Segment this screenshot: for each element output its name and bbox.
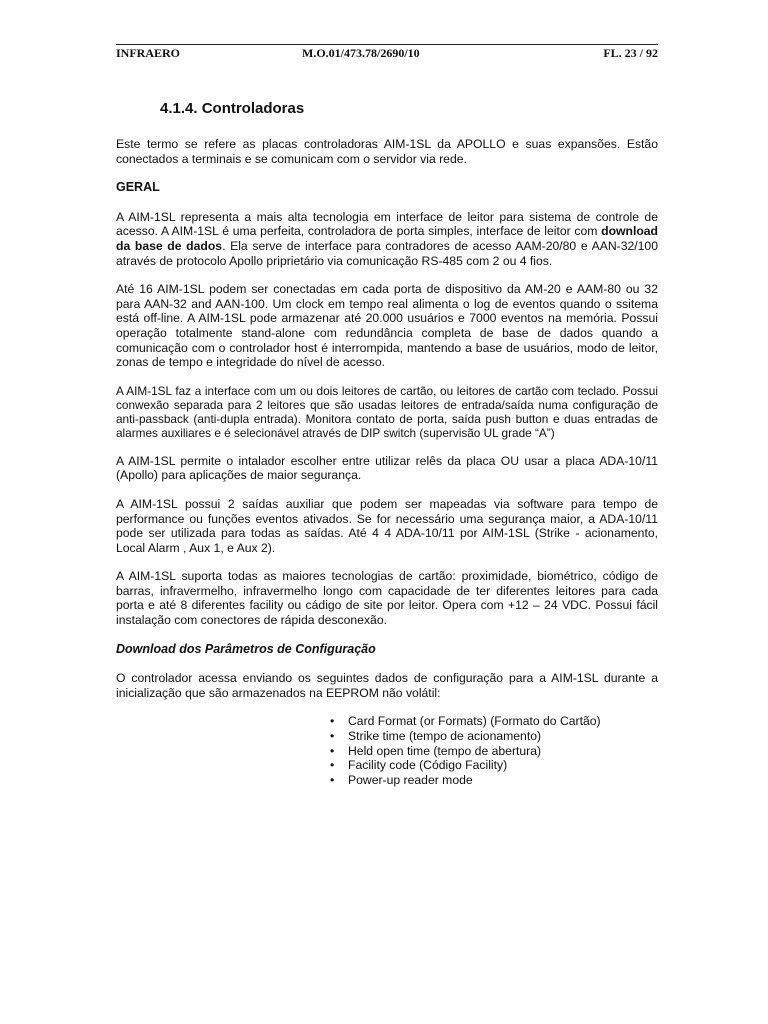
list-item: • Power-up reader mode bbox=[330, 773, 658, 788]
section-title: 4.1.4. Controladoras bbox=[160, 100, 305, 117]
config-parameter-list bbox=[116, 714, 658, 787]
geral-paragraph-2: Até 16 AIM-1SL podem ser conectadas em cada porta de dispositivo da AM-20 e AAM-80 ou 32 para AAN-32 and AAN-100. Um clock em tempo real alimenta o log de eventos quando o ssitema está off-line. A AIM-1SL pode armazenar até 20.000 usuários e 7000 eventos na memória. Possui operação totalmente stand-alone com redundância completa de base de dados quando a comunicação com o controlador host é interrompida, mantendo a base de usuários, modo de leitor, zonas de tempo e integridade do nível de acesso. bbox=[116, 282, 658, 370]
list-item: • Facility code (Código Facility) bbox=[330, 758, 658, 773]
download-heading: Download dos Parâmetros de Configuração bbox=[116, 641, 376, 656]
geral-paragraph-3: A AIM-1SL faz a interface com um ou dois leitores de cartão, ou leitores de cartão com teclado. Possui conwexão separada para 2 leitores que são usadas leitores de entrada/saída numa configuração de anti-passback (anti-dupla entrada). Monitora contato de porta, saída push button e duas entradas de alarmes auxiliares e é selecionável através de DIP switch (supervisão UL grade “A”) bbox=[116, 383, 658, 440]
list-item: • Strike time (tempo de acionamento) bbox=[330, 729, 658, 744]
geral-paragraph-5: A AIM-1SL possui 2 saídas auxiliar que podem ser mapeadas via software para tempo de performance ou funções eventos ativados. Se for necessário uma segurança maior, a ADA-10/11 pode ser utilizada para todas as saídas. Até 4 4 ADA-10/11 por AIM-1SL (Strike - acionamento, Local Alarm , Aux 1, e Aux 2). bbox=[116, 496, 658, 555]
document-body bbox=[116, 100, 658, 787]
page-header bbox=[116, 44, 658, 62]
geral-paragraph-1 bbox=[116, 210, 658, 268]
geral-p1-text-b: . Ela serve de interface para contradores de acesso AAM-20/80 e AAN-32/100 através de protocolo Apollo priprietário via comunicação RS-485 com 2 ou 4 fios. bbox=[116, 238, 658, 268]
geral-paragraph-6: A AIM-1SL suporta todas as maiores tecnologias de cartão: proximidade, biométrico, código de barras, infravermelho, infravermelho longo com capacidade de ter diferentes leitores para cada porta e até 8 diferentes facility ou cádigo de site por leitor. Opera com +12 – 24 VDC. Possui fácil instalação com conectores de rápida desconexão. bbox=[116, 569, 658, 628]
header-org: INFRAERO bbox=[116, 46, 181, 60]
geral-p1-text-a: A AIM-1SL representa a mais alta tecnologia em interface de leitor para sistema de controle de acesso. A AIM-1SL é uma perfeita, controladora de porta simples, interface de leitor com bbox=[116, 209, 658, 239]
intro-paragraph: Este termo se refere as placas controladoras AIM-1SL da APOLLO e suas expansões. Estão conectados a terminais e se comunicam com o servidor via rede. bbox=[116, 137, 658, 166]
geral-paragraph-4: A AIM-1SL permite o intalador escolher entre utilizar relês da placa OU usar a placa ADA-10/11 (Apollo) para aplicações de maior segurança. bbox=[116, 453, 658, 483]
list-item: • Held open time (tempo de abertura) bbox=[330, 744, 658, 759]
geral-heading: GERAL bbox=[116, 180, 160, 195]
geral-p1-bold: download da base de dados bbox=[116, 224, 658, 253]
download-intro: O controlador acessa enviando os seguintes dados de configuração para a AIM-1SL durante a inicialização que são armazenados na EEPROM não volátil: bbox=[116, 671, 658, 700]
header-doc-code: M.O.01/473.78/2690/10 bbox=[302, 46, 420, 60]
list-item: • Card Format (or Formats) (Formato do Cartão) bbox=[330, 714, 658, 729]
header-page-number: FL. 23 / 92 bbox=[603, 46, 658, 60]
